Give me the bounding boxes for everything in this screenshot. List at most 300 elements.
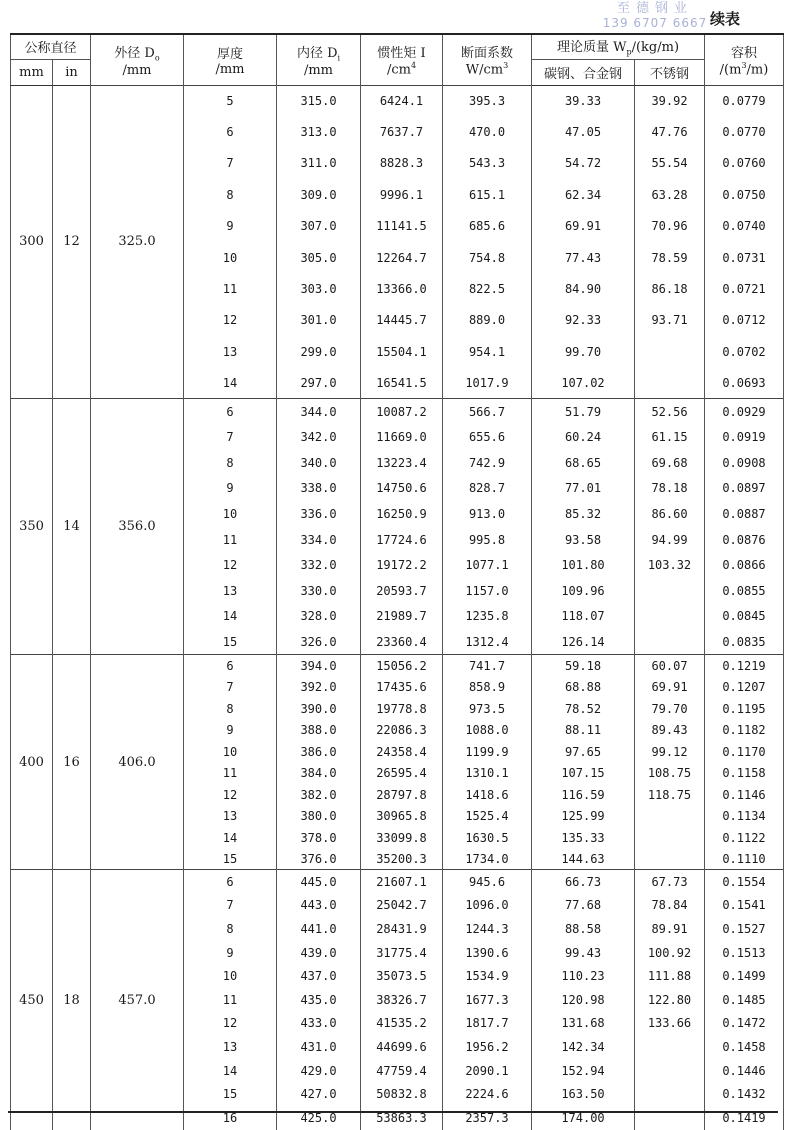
cell-inner-diameter: 328.0 <box>277 604 361 630</box>
cell-moment-of-inertia: 30965.8 <box>361 805 443 827</box>
cell-stainless-mass: 78.59 <box>635 242 705 273</box>
cell-section-modulus: 1157.0 <box>443 578 532 604</box>
cell-volume: 0.1134 <box>705 805 784 827</box>
cell-thickness: 8 <box>184 450 277 476</box>
cell-volume: 0.1146 <box>705 784 784 806</box>
cell-section-modulus: 889.0 <box>443 305 532 336</box>
cell-inner-diameter: 376.0 <box>277 848 361 870</box>
cell-carbon-alloy-mass: 88.58 <box>532 917 635 941</box>
cell-section-modulus: 858.9 <box>443 676 532 698</box>
cell-stainless-mass: 70.96 <box>635 211 705 242</box>
cell-moment-of-inertia: 11141.5 <box>361 211 443 242</box>
cell-section-modulus: 1310.1 <box>443 762 532 784</box>
table-row <box>11 399 784 425</box>
cell-section-modulus: 2090.1 <box>443 1059 532 1083</box>
cell-inner-diameter: 340.0 <box>277 450 361 476</box>
cell-volume: 0.1513 <box>705 941 784 965</box>
cell-stainless-mass <box>635 827 705 849</box>
watermark-company: 至德钢业 <box>616 1 693 16</box>
theoretical-mass-sub: p <box>626 48 632 58</box>
cell-stainless-mass: 79.70 <box>635 698 705 720</box>
cell-moment-of-inertia: 20593.7 <box>361 578 443 604</box>
cell-stainless-mass <box>635 805 705 827</box>
cell-section-modulus: 754.8 <box>443 242 532 273</box>
cell-inner-diameter: 338.0 <box>277 476 361 502</box>
cell-carbon-alloy-mass: 54.72 <box>532 148 635 179</box>
group-nominal-mm: 300 <box>11 85 53 399</box>
cell-section-modulus: 945.6 <box>443 870 532 894</box>
volume-label: 容积 <box>730 46 757 62</box>
cell-section-modulus: 1418.6 <box>443 784 532 806</box>
table-body <box>11 34 784 1130</box>
cell-inner-diameter: 378.0 <box>277 827 361 849</box>
theoretical-mass-unit: /(kg/m) <box>631 40 680 56</box>
cell-section-modulus: 1630.5 <box>443 827 532 849</box>
cell-moment-of-inertia: 10087.2 <box>361 399 443 425</box>
cell-inner-diameter: 311.0 <box>277 148 361 179</box>
cell-carbon-alloy-mass: 60.24 <box>532 425 635 451</box>
cell-volume: 0.0740 <box>705 211 784 242</box>
header-inner-diameter <box>277 34 361 85</box>
group-outer-diameter: 457.0 <box>91 870 184 1130</box>
cell-stainless-mass <box>635 578 705 604</box>
cell-stainless-mass: 93.71 <box>635 305 705 336</box>
cell-volume: 0.0835 <box>705 629 784 655</box>
moment-inertia-unit-sup: 4 <box>410 61 417 71</box>
cell-moment-of-inertia: 14445.7 <box>361 305 443 336</box>
cell-carbon-alloy-mass: 85.32 <box>532 501 635 527</box>
cell-carbon-alloy-mass: 174.00 <box>532 1106 635 1130</box>
cell-inner-diameter: 388.0 <box>277 719 361 741</box>
cell-inner-diameter: 299.0 <box>277 336 361 367</box>
cell-moment-of-inertia: 35073.5 <box>361 964 443 988</box>
cell-volume: 0.0866 <box>705 552 784 578</box>
cell-inner-diameter: 435.0 <box>277 988 361 1012</box>
cell-moment-of-inertia: 44699.6 <box>361 1035 443 1059</box>
cell-stainless-mass: 69.68 <box>635 450 705 476</box>
cell-thickness: 10 <box>184 741 277 763</box>
cell-thickness: 13 <box>184 1035 277 1059</box>
cell-volume: 0.0929 <box>705 399 784 425</box>
cell-volume: 0.1554 <box>705 870 784 894</box>
header-moment-of-inertia <box>361 34 443 85</box>
cell-volume: 0.0721 <box>705 273 784 304</box>
cell-volume: 0.0887 <box>705 501 784 527</box>
cell-section-modulus: 1077.1 <box>443 552 532 578</box>
cell-stainless-mass <box>635 1106 705 1130</box>
cell-stainless-mass: 47.76 <box>635 116 705 147</box>
cell-carbon-alloy-mass: 131.68 <box>532 1012 635 1036</box>
thickness-label: 厚度 <box>216 46 243 62</box>
cell-section-modulus: 1017.9 <box>443 368 532 399</box>
cell-section-modulus: 1956.2 <box>443 1035 532 1059</box>
cell-inner-diameter: 307.0 <box>277 211 361 242</box>
cell-thickness: 7 <box>184 425 277 451</box>
cell-inner-diameter: 392.0 <box>277 676 361 698</box>
cell-carbon-alloy-mass: 77.01 <box>532 476 635 502</box>
section-modulus-label: 断面系数 <box>460 46 513 62</box>
bottom-rule <box>8 1111 778 1113</box>
cell-inner-diameter: 305.0 <box>277 242 361 273</box>
group-nominal-mm: 400 <box>11 655 53 870</box>
cell-thickness: 6 <box>184 116 277 147</box>
cell-stainless-mass: 103.32 <box>635 552 705 578</box>
header-section-modulus <box>443 34 532 85</box>
cell-section-modulus: 566.7 <box>443 399 532 425</box>
group-nominal-mm: 350 <box>11 399 53 655</box>
cell-inner-diameter: 384.0 <box>277 762 361 784</box>
cell-volume: 0.1446 <box>705 1059 784 1083</box>
cell-section-modulus: 1390.6 <box>443 941 532 965</box>
cell-carbon-alloy-mass: 84.90 <box>532 273 635 304</box>
group-nominal-mm: 450 <box>11 870 53 1130</box>
cell-thickness: 9 <box>184 211 277 242</box>
cell-thickness: 9 <box>184 476 277 502</box>
watermark-phone: 139 6707 6667 <box>602 16 708 30</box>
cell-moment-of-inertia: 6424.1 <box>361 85 443 116</box>
cell-thickness: 7 <box>184 676 277 698</box>
cell-thickness: 12 <box>184 552 277 578</box>
cell-carbon-alloy-mass: 68.88 <box>532 676 635 698</box>
cell-section-modulus: 543.3 <box>443 148 532 179</box>
cell-carbon-alloy-mass: 126.14 <box>532 629 635 655</box>
cell-section-modulus: 1096.0 <box>443 893 532 917</box>
cell-moment-of-inertia: 16541.5 <box>361 368 443 399</box>
cell-moment-of-inertia: 28797.8 <box>361 784 443 806</box>
cell-volume: 0.1195 <box>705 698 784 720</box>
cell-stainless-mass: 86.60 <box>635 501 705 527</box>
cell-carbon-alloy-mass: 99.43 <box>532 941 635 965</box>
cell-volume: 0.1122 <box>705 827 784 849</box>
cell-carbon-alloy-mass: 163.50 <box>532 1082 635 1106</box>
cell-volume: 0.0731 <box>705 242 784 273</box>
cell-thickness: 13 <box>184 805 277 827</box>
cell-stainless-mass: 63.28 <box>635 179 705 210</box>
cell-thickness: 14 <box>184 604 277 630</box>
cell-stainless-mass <box>635 368 705 399</box>
header-row-1 <box>11 34 784 59</box>
cell-moment-of-inertia: 41535.2 <box>361 1012 443 1036</box>
cell-thickness: 6 <box>184 655 277 677</box>
cell-section-modulus: 615.1 <box>443 179 532 210</box>
group-outer-diameter: 406.0 <box>91 655 184 870</box>
cell-moment-of-inertia: 15056.2 <box>361 655 443 677</box>
cell-moment-of-inertia: 12264.7 <box>361 242 443 273</box>
cell-inner-diameter: 309.0 <box>277 179 361 210</box>
cell-inner-diameter: 443.0 <box>277 893 361 917</box>
header-carbon-alloy-steel: 碳钢、合金钢 <box>532 59 635 85</box>
cell-moment-of-inertia: 19172.2 <box>361 552 443 578</box>
cell-carbon-alloy-mass: 59.18 <box>532 655 635 677</box>
cell-thickness: 11 <box>184 527 277 553</box>
cell-stainless-mass: 89.43 <box>635 719 705 741</box>
cell-stainless-mass <box>635 336 705 367</box>
cell-stainless-mass <box>635 1059 705 1083</box>
cell-section-modulus: 1817.7 <box>443 1012 532 1036</box>
cell-thickness: 6 <box>184 870 277 894</box>
cell-stainless-mass <box>635 629 705 655</box>
cell-stainless-mass: 86.18 <box>635 273 705 304</box>
cell-inner-diameter: 445.0 <box>277 870 361 894</box>
cell-stainless-mass: 78.18 <box>635 476 705 502</box>
header-volume <box>705 34 784 85</box>
cell-moment-of-inertia: 31775.4 <box>361 941 443 965</box>
cell-moment-of-inertia: 21607.1 <box>361 870 443 894</box>
cell-stainless-mass: 55.54 <box>635 148 705 179</box>
cell-volume: 0.1541 <box>705 893 784 917</box>
cell-thickness: 10 <box>184 242 277 273</box>
group-nominal-in: 14 <box>53 399 91 655</box>
cell-section-modulus: 395.3 <box>443 85 532 116</box>
header-stainless-steel: 不锈钢 <box>635 59 705 85</box>
cell-thickness: 9 <box>184 941 277 965</box>
cell-volume: 0.0693 <box>705 368 784 399</box>
cell-stainless-mass: 67.73 <box>635 870 705 894</box>
cell-inner-diameter: 303.0 <box>277 273 361 304</box>
cell-inner-diameter: 425.0 <box>277 1106 361 1130</box>
cell-carbon-alloy-mass: 51.79 <box>532 399 635 425</box>
cell-stainless-mass: 111.88 <box>635 964 705 988</box>
cell-moment-of-inertia: 14750.6 <box>361 476 443 502</box>
cell-stainless-mass: 60.07 <box>635 655 705 677</box>
cell-carbon-alloy-mass: 78.52 <box>532 698 635 720</box>
cell-volume: 0.0702 <box>705 336 784 367</box>
cell-moment-of-inertia: 17435.6 <box>361 676 443 698</box>
cell-inner-diameter: 431.0 <box>277 1035 361 1059</box>
cell-inner-diameter: 390.0 <box>277 698 361 720</box>
cell-stainless-mass: 108.75 <box>635 762 705 784</box>
header-nominal-in: in <box>53 59 91 85</box>
cell-thickness: 13 <box>184 578 277 604</box>
table-row <box>11 870 784 894</box>
cell-stainless-mass <box>635 1082 705 1106</box>
volume-unit-sup: 3 <box>741 61 747 71</box>
cell-moment-of-inertia: 33099.8 <box>361 827 443 849</box>
cell-volume: 0.0919 <box>705 425 784 451</box>
cell-section-modulus: 470.0 <box>443 116 532 147</box>
cell-stainless-mass: 118.75 <box>635 784 705 806</box>
continued-label: 续表 <box>710 10 741 28</box>
cell-carbon-alloy-mass: 142.34 <box>532 1035 635 1059</box>
cell-volume: 0.0876 <box>705 527 784 553</box>
section-modulus-unit-sup: 3 <box>503 61 509 71</box>
cell-carbon-alloy-mass: 118.07 <box>532 604 635 630</box>
cell-carbon-alloy-mass: 92.33 <box>532 305 635 336</box>
cell-carbon-alloy-mass: 77.43 <box>532 242 635 273</box>
cell-carbon-alloy-mass: 99.70 <box>532 336 635 367</box>
cell-thickness: 8 <box>184 917 277 941</box>
cell-stainless-mass: 100.92 <box>635 941 705 965</box>
cell-thickness: 7 <box>184 893 277 917</box>
cell-stainless-mass: 52.56 <box>635 399 705 425</box>
inner-diameter-unit: /mm <box>303 62 334 78</box>
cell-moment-of-inertia: 7637.7 <box>361 116 443 147</box>
cell-volume: 0.0760 <box>705 148 784 179</box>
cell-thickness: 9 <box>184 719 277 741</box>
header-nominal-diameter: 公称直径 <box>11 34 91 59</box>
cell-moment-of-inertia: 38326.7 <box>361 988 443 1012</box>
cell-section-modulus: 1312.4 <box>443 629 532 655</box>
cell-inner-diameter: 433.0 <box>277 1012 361 1036</box>
group-nominal-in: 16 <box>53 655 91 870</box>
cell-section-modulus: 742.9 <box>443 450 532 476</box>
cell-volume: 0.0897 <box>705 476 784 502</box>
cell-inner-diameter: 313.0 <box>277 116 361 147</box>
cell-thickness: 12 <box>184 305 277 336</box>
cell-stainless-mass: 99.12 <box>635 741 705 763</box>
cell-inner-diameter: 380.0 <box>277 805 361 827</box>
cell-carbon-alloy-mass: 69.91 <box>532 211 635 242</box>
cell-carbon-alloy-mass: 68.65 <box>532 450 635 476</box>
cell-volume: 0.0855 <box>705 578 784 604</box>
cell-thickness: 5 <box>184 85 277 116</box>
cell-thickness: 14 <box>184 368 277 399</box>
cell-inner-diameter: 297.0 <box>277 368 361 399</box>
group-nominal-in: 18 <box>53 870 91 1130</box>
cell-inner-diameter: 334.0 <box>277 527 361 553</box>
header-nominal-mm: mm <box>11 59 53 85</box>
cell-carbon-alloy-mass: 107.02 <box>532 368 635 399</box>
theoretical-mass-label: 理论质量 W <box>556 40 627 56</box>
cell-volume: 0.1499 <box>705 964 784 988</box>
cell-carbon-alloy-mass: 120.98 <box>532 988 635 1012</box>
table-row <box>11 85 784 116</box>
cell-volume: 0.1485 <box>705 988 784 1012</box>
cell-section-modulus: 973.5 <box>443 698 532 720</box>
cell-inner-diameter: 394.0 <box>277 655 361 677</box>
cell-volume: 0.1158 <box>705 762 784 784</box>
cell-inner-diameter: 342.0 <box>277 425 361 451</box>
cell-moment-of-inertia: 19778.8 <box>361 698 443 720</box>
cell-moment-of-inertia: 16250.9 <box>361 501 443 527</box>
cell-section-modulus: 741.7 <box>443 655 532 677</box>
cell-moment-of-inertia: 23360.4 <box>361 629 443 655</box>
cell-carbon-alloy-mass: 101.80 <box>532 552 635 578</box>
volume-unit-end: /m) <box>746 62 769 78</box>
inner-diameter-label: 内径 D <box>296 45 338 61</box>
cell-section-modulus: 1244.3 <box>443 917 532 941</box>
cell-inner-diameter: 336.0 <box>277 501 361 527</box>
cell-carbon-alloy-mass: 107.15 <box>532 762 635 784</box>
cell-thickness: 15 <box>184 1082 277 1106</box>
cell-section-modulus: 913.0 <box>443 501 532 527</box>
cell-thickness: 6 <box>184 399 277 425</box>
cell-volume: 0.0750 <box>705 179 784 210</box>
cell-section-modulus: 1088.0 <box>443 719 532 741</box>
cell-section-modulus: 685.6 <box>443 211 532 242</box>
volume-unit: /(m <box>719 62 742 78</box>
cell-moment-of-inertia: 53863.3 <box>361 1106 443 1130</box>
cell-thickness: 15 <box>184 629 277 655</box>
cell-moment-of-inertia: 17724.6 <box>361 527 443 553</box>
cell-volume: 0.1472 <box>705 1012 784 1036</box>
thickness-unit: /mm <box>215 61 245 77</box>
cell-moment-of-inertia: 13223.4 <box>361 450 443 476</box>
table-row <box>11 655 784 677</box>
cell-stainless-mass: 39.92 <box>635 85 705 116</box>
cell-volume: 0.1207 <box>705 676 784 698</box>
cell-moment-of-inertia: 15504.1 <box>361 336 443 367</box>
cell-stainless-mass: 94.99 <box>635 527 705 553</box>
cell-stainless-mass: 89.91 <box>635 917 705 941</box>
cell-volume: 0.1432 <box>705 1082 784 1106</box>
cell-moment-of-inertia: 8828.3 <box>361 148 443 179</box>
cell-volume: 0.0712 <box>705 305 784 336</box>
cell-carbon-alloy-mass: 88.11 <box>532 719 635 741</box>
cell-carbon-alloy-mass: 110.23 <box>532 964 635 988</box>
cell-moment-of-inertia: 22086.3 <box>361 719 443 741</box>
cell-thickness: 7 <box>184 148 277 179</box>
cell-inner-diameter: 344.0 <box>277 399 361 425</box>
header-theoretical-mass <box>532 34 705 59</box>
cell-section-modulus: 995.8 <box>443 527 532 553</box>
cell-inner-diameter: 382.0 <box>277 784 361 806</box>
cell-stainless-mass <box>635 848 705 870</box>
cell-carbon-alloy-mass: 77.68 <box>532 893 635 917</box>
cell-stainless-mass: 69.91 <box>635 676 705 698</box>
cell-stainless-mass <box>635 604 705 630</box>
cell-carbon-alloy-mass: 152.94 <box>532 1059 635 1083</box>
cell-moment-of-inertia: 25042.7 <box>361 893 443 917</box>
cell-thickness: 10 <box>184 964 277 988</box>
cell-section-modulus: 1534.9 <box>443 964 532 988</box>
cell-volume: 0.1182 <box>705 719 784 741</box>
cell-stainless-mass: 78.84 <box>635 893 705 917</box>
header-thickness <box>184 34 277 85</box>
cell-inner-diameter: 441.0 <box>277 917 361 941</box>
cell-moment-of-inertia: 28431.9 <box>361 917 443 941</box>
section-modulus-unit: W/cm <box>465 62 504 78</box>
cell-moment-of-inertia: 47759.4 <box>361 1059 443 1083</box>
cell-thickness: 12 <box>184 1012 277 1036</box>
outer-diameter-sub: o <box>154 53 160 63</box>
cell-volume: 0.1527 <box>705 917 784 941</box>
group-outer-diameter: 325.0 <box>91 85 184 399</box>
header-outer-diameter <box>91 34 184 85</box>
cell-carbon-alloy-mass: 144.63 <box>532 848 635 870</box>
cell-inner-diameter: 386.0 <box>277 741 361 763</box>
cell-inner-diameter: 301.0 <box>277 305 361 336</box>
cell-thickness: 14 <box>184 827 277 849</box>
cell-thickness: 8 <box>184 698 277 720</box>
cell-moment-of-inertia: 13366.0 <box>361 273 443 304</box>
cell-thickness: 11 <box>184 762 277 784</box>
cell-thickness: 12 <box>184 784 277 806</box>
moment-inertia-label: 惯性矩 I <box>377 46 426 62</box>
outer-diameter-unit: /mm <box>122 62 152 78</box>
cell-carbon-alloy-mass: 135.33 <box>532 827 635 849</box>
cell-section-modulus: 1734.0 <box>443 848 532 870</box>
cell-stainless-mass <box>635 1035 705 1059</box>
cell-volume: 0.1458 <box>705 1035 784 1059</box>
cell-inner-diameter: 437.0 <box>277 964 361 988</box>
cell-volume: 0.0908 <box>705 450 784 476</box>
cell-section-modulus: 1525.4 <box>443 805 532 827</box>
pipe-spec-table <box>10 33 784 1130</box>
cell-carbon-alloy-mass: 62.34 <box>532 179 635 210</box>
cell-section-modulus: 1235.8 <box>443 604 532 630</box>
cell-inner-diameter: 326.0 <box>277 629 361 655</box>
cell-moment-of-inertia: 11669.0 <box>361 425 443 451</box>
cell-section-modulus: 1199.9 <box>443 741 532 763</box>
cell-stainless-mass: 133.66 <box>635 1012 705 1036</box>
group-outer-diameter: 356.0 <box>91 399 184 655</box>
cell-inner-diameter: 439.0 <box>277 941 361 965</box>
cell-inner-diameter: 332.0 <box>277 552 361 578</box>
cell-thickness: 15 <box>184 848 277 870</box>
cell-moment-of-inertia: 24358.4 <box>361 741 443 763</box>
cell-carbon-alloy-mass: 125.99 <box>532 805 635 827</box>
